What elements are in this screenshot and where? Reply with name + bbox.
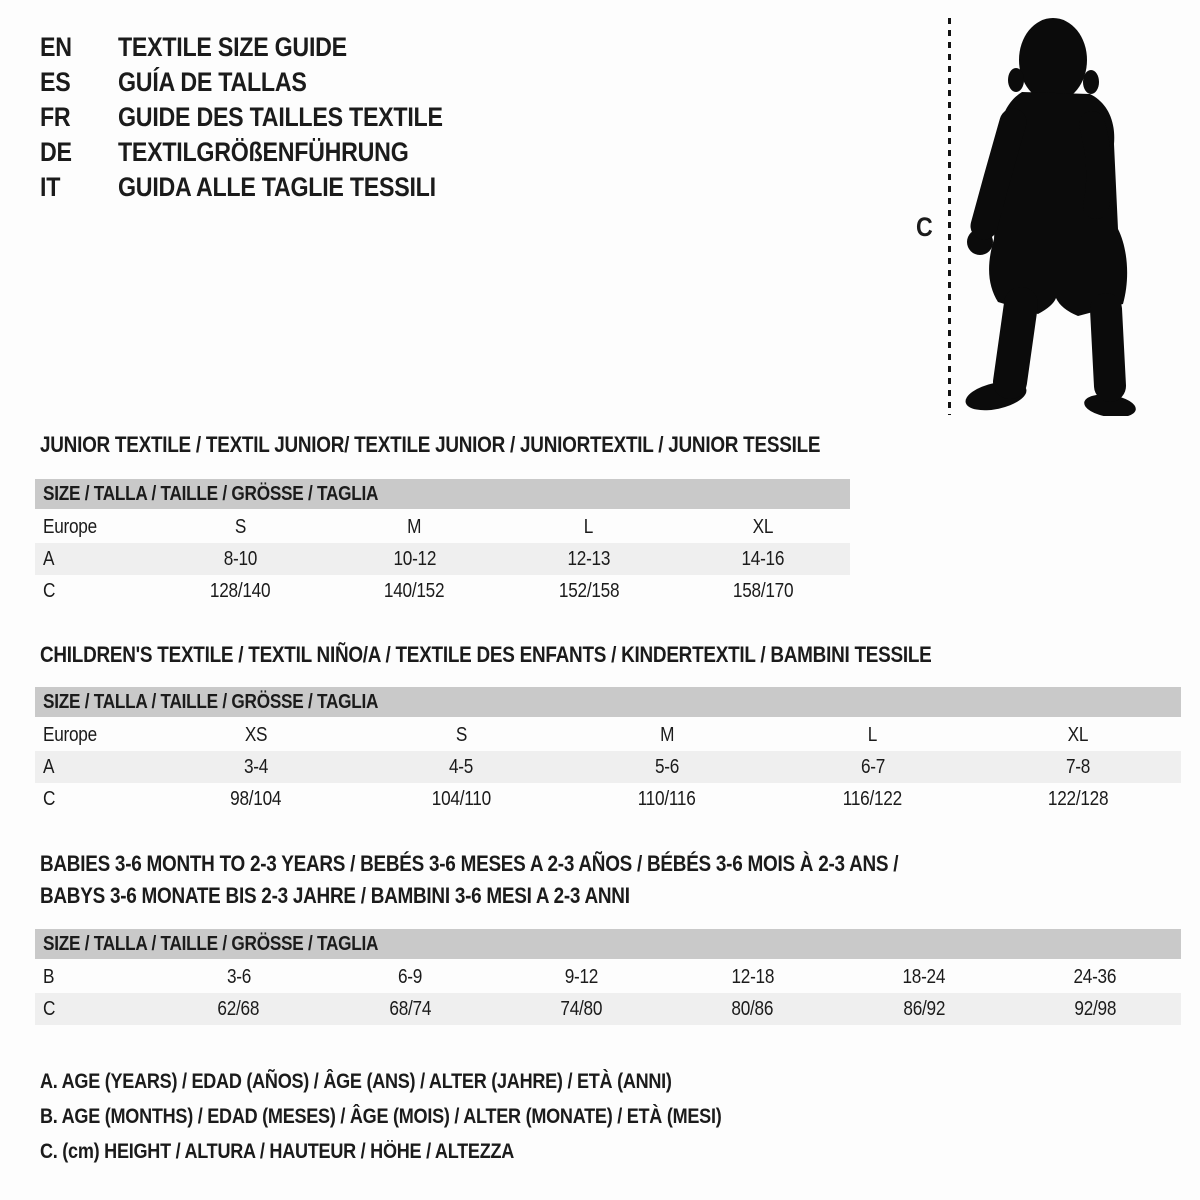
section-title-babies: [40, 848, 1038, 912]
cell-value: L: [583, 516, 594, 538]
table-row-height-cm: [35, 575, 850, 607]
cell-value: 9-12: [564, 966, 599, 988]
size-table-header: [35, 929, 1181, 959]
table-row-height-cm: [35, 993, 1181, 1025]
cell-value: 7-8: [1066, 756, 1091, 778]
cell-value: XL: [752, 516, 774, 538]
cell-value: M: [407, 516, 422, 538]
cell-value: 74/80: [560, 998, 603, 1020]
guide-title-it: GUIDA ALLE TAGLIE TESSILI: [118, 172, 436, 202]
cell-value: 14-16: [741, 548, 785, 570]
cell-value: 12-13: [567, 548, 610, 570]
measure-legend: [40, 1064, 832, 1169]
table-row-europe: [35, 719, 1181, 751]
cell-value: 68/74: [389, 998, 431, 1020]
cell-value: 18-24: [902, 966, 946, 988]
row-label: B: [43, 966, 55, 988]
table-row-age-years: [35, 543, 850, 575]
section-title-junior: [40, 430, 947, 462]
legend-age-years: A. AGE (YEARS) / EDAD (AÑOS) / ÂGE (ANS) / ALTER (JAHRE) / ETÀ (ANNI): [40, 1070, 672, 1093]
cell-value: M: [659, 724, 675, 746]
cell-value: 8-10: [223, 548, 257, 570]
legend-age-months: B. AGE (MONTHS) / EDAD (MESES) / ÂGE (MOIS) / ALTER (MONATE) / ETÀ (MESI): [40, 1105, 722, 1128]
language-code: FR: [40, 102, 71, 132]
language-row-es: [40, 65, 496, 100]
cell-value: 4-5: [449, 756, 474, 778]
table-row-europe: [35, 511, 850, 543]
language-row-it: [40, 170, 496, 205]
cell-value: S: [455, 724, 467, 746]
row-label: A: [43, 548, 55, 570]
cell-value: 12-18: [731, 966, 774, 988]
language-row-fr: [40, 100, 496, 135]
language-code: ES: [40, 67, 71, 97]
row-label: Europe: [43, 516, 97, 538]
language-title-list: [40, 30, 496, 205]
section-title-children-text: CHILDREN'S TEXTILE / TEXTIL NIÑO/A / TEXTILE DES ENFANTS / KINDERTEXTIL / BAMBINI TESSILE: [40, 642, 932, 667]
cell-value: 6-9: [397, 966, 423, 988]
cell-value: 104/110: [431, 788, 491, 810]
cell-value: 6-7: [860, 756, 885, 778]
table-row-age-months: [35, 961, 1181, 993]
section-title-babies-line2: BABYS 3-6 MONATE BIS 2-3 JAHRE / BAMBINI 3-6 MESI A 2-3 ANNI: [40, 883, 630, 908]
size-header-label: SIZE / TALLA / TAILLE / GRÖSSE / TAGLIA: [43, 933, 379, 955]
size-header-label: SIZE / TALLA / TAILLE / GRÖSSE / TAGLIA: [43, 691, 379, 713]
cell-value: 98/104: [230, 788, 282, 810]
size-table-header: [35, 479, 850, 509]
cell-value: 5-6: [654, 756, 680, 778]
guide-title-de: TEXTILGRÖßENFÜHRUNG: [118, 137, 409, 167]
section-title-children: [40, 640, 1077, 672]
guide-title-fr: GUIDE DES TAILLES TEXTILE: [118, 102, 443, 132]
guide-title-en: TEXTILE SIZE GUIDE: [118, 32, 347, 62]
language-row-en: [40, 30, 496, 65]
toddler-silhouette-icon: [958, 14, 1136, 416]
junior-size-table: [35, 479, 850, 607]
row-label: A: [43, 756, 55, 778]
cell-value: 3-6: [226, 966, 251, 988]
children-size-table: [35, 687, 1181, 815]
language-row-de: [40, 135, 496, 170]
row-label: Europe: [43, 724, 97, 746]
table-row-age-years: [35, 751, 1181, 783]
language-code: IT: [40, 172, 61, 202]
section-title-babies-line1: BABIES 3-6 MONTH TO 2-3 YEARS / BEBÉS 3-6 MESES A 2-3 AÑOS / BÉBÉS 3-6 MOIS À 2-3 ANS /: [40, 851, 899, 876]
cell-value: 116/122: [843, 788, 903, 810]
cell-value: 122/128: [1047, 788, 1109, 810]
row-label: C: [43, 580, 56, 602]
row-label: C: [43, 788, 56, 810]
cell-value: 86/92: [903, 998, 945, 1020]
section-title-junior-text: JUNIOR TEXTILE / TEXTIL JUNIOR/ TEXTILE JUNIOR / JUNIORTEXTIL / JUNIOR TESSILE: [40, 432, 821, 457]
cell-value: S: [234, 516, 246, 538]
babies-size-table: [35, 929, 1181, 1025]
cell-value: 10-12: [393, 548, 436, 570]
guide-title-es: GUÍA DE TALLAS: [118, 67, 307, 97]
language-code: EN: [40, 32, 72, 62]
cell-value: 128/140: [209, 580, 271, 602]
cell-value: 24-36: [1073, 966, 1117, 988]
table-row-height-cm: [35, 783, 1181, 815]
cell-value: XS: [244, 724, 268, 746]
cell-value: 158/170: [732, 580, 794, 602]
cell-value: 3-4: [243, 756, 268, 778]
legend-height-cm: C. (cm) HEIGHT / ALTURA / HAUTEUR / HÖHE / ALTEZZA: [40, 1140, 515, 1163]
cell-value: L: [867, 724, 878, 746]
cell-value: 62/68: [217, 998, 260, 1020]
cell-value: 110/116: [638, 788, 696, 810]
height-measure-label: C: [916, 212, 933, 242]
row-label: C: [43, 998, 56, 1020]
size-table-header: [35, 687, 1181, 717]
size-header-label: SIZE / TALLA / TAILLE / GRÖSSE / TAGLIA: [43, 483, 379, 505]
cell-value: 80/86: [731, 998, 774, 1020]
height-measure-dashed-line: [948, 18, 951, 415]
cell-value: 152/158: [558, 580, 619, 602]
cell-value: 92/98: [1074, 998, 1117, 1020]
language-code: DE: [40, 137, 72, 167]
cell-value: 140/152: [384, 580, 445, 602]
cell-value: XL: [1067, 724, 1089, 746]
